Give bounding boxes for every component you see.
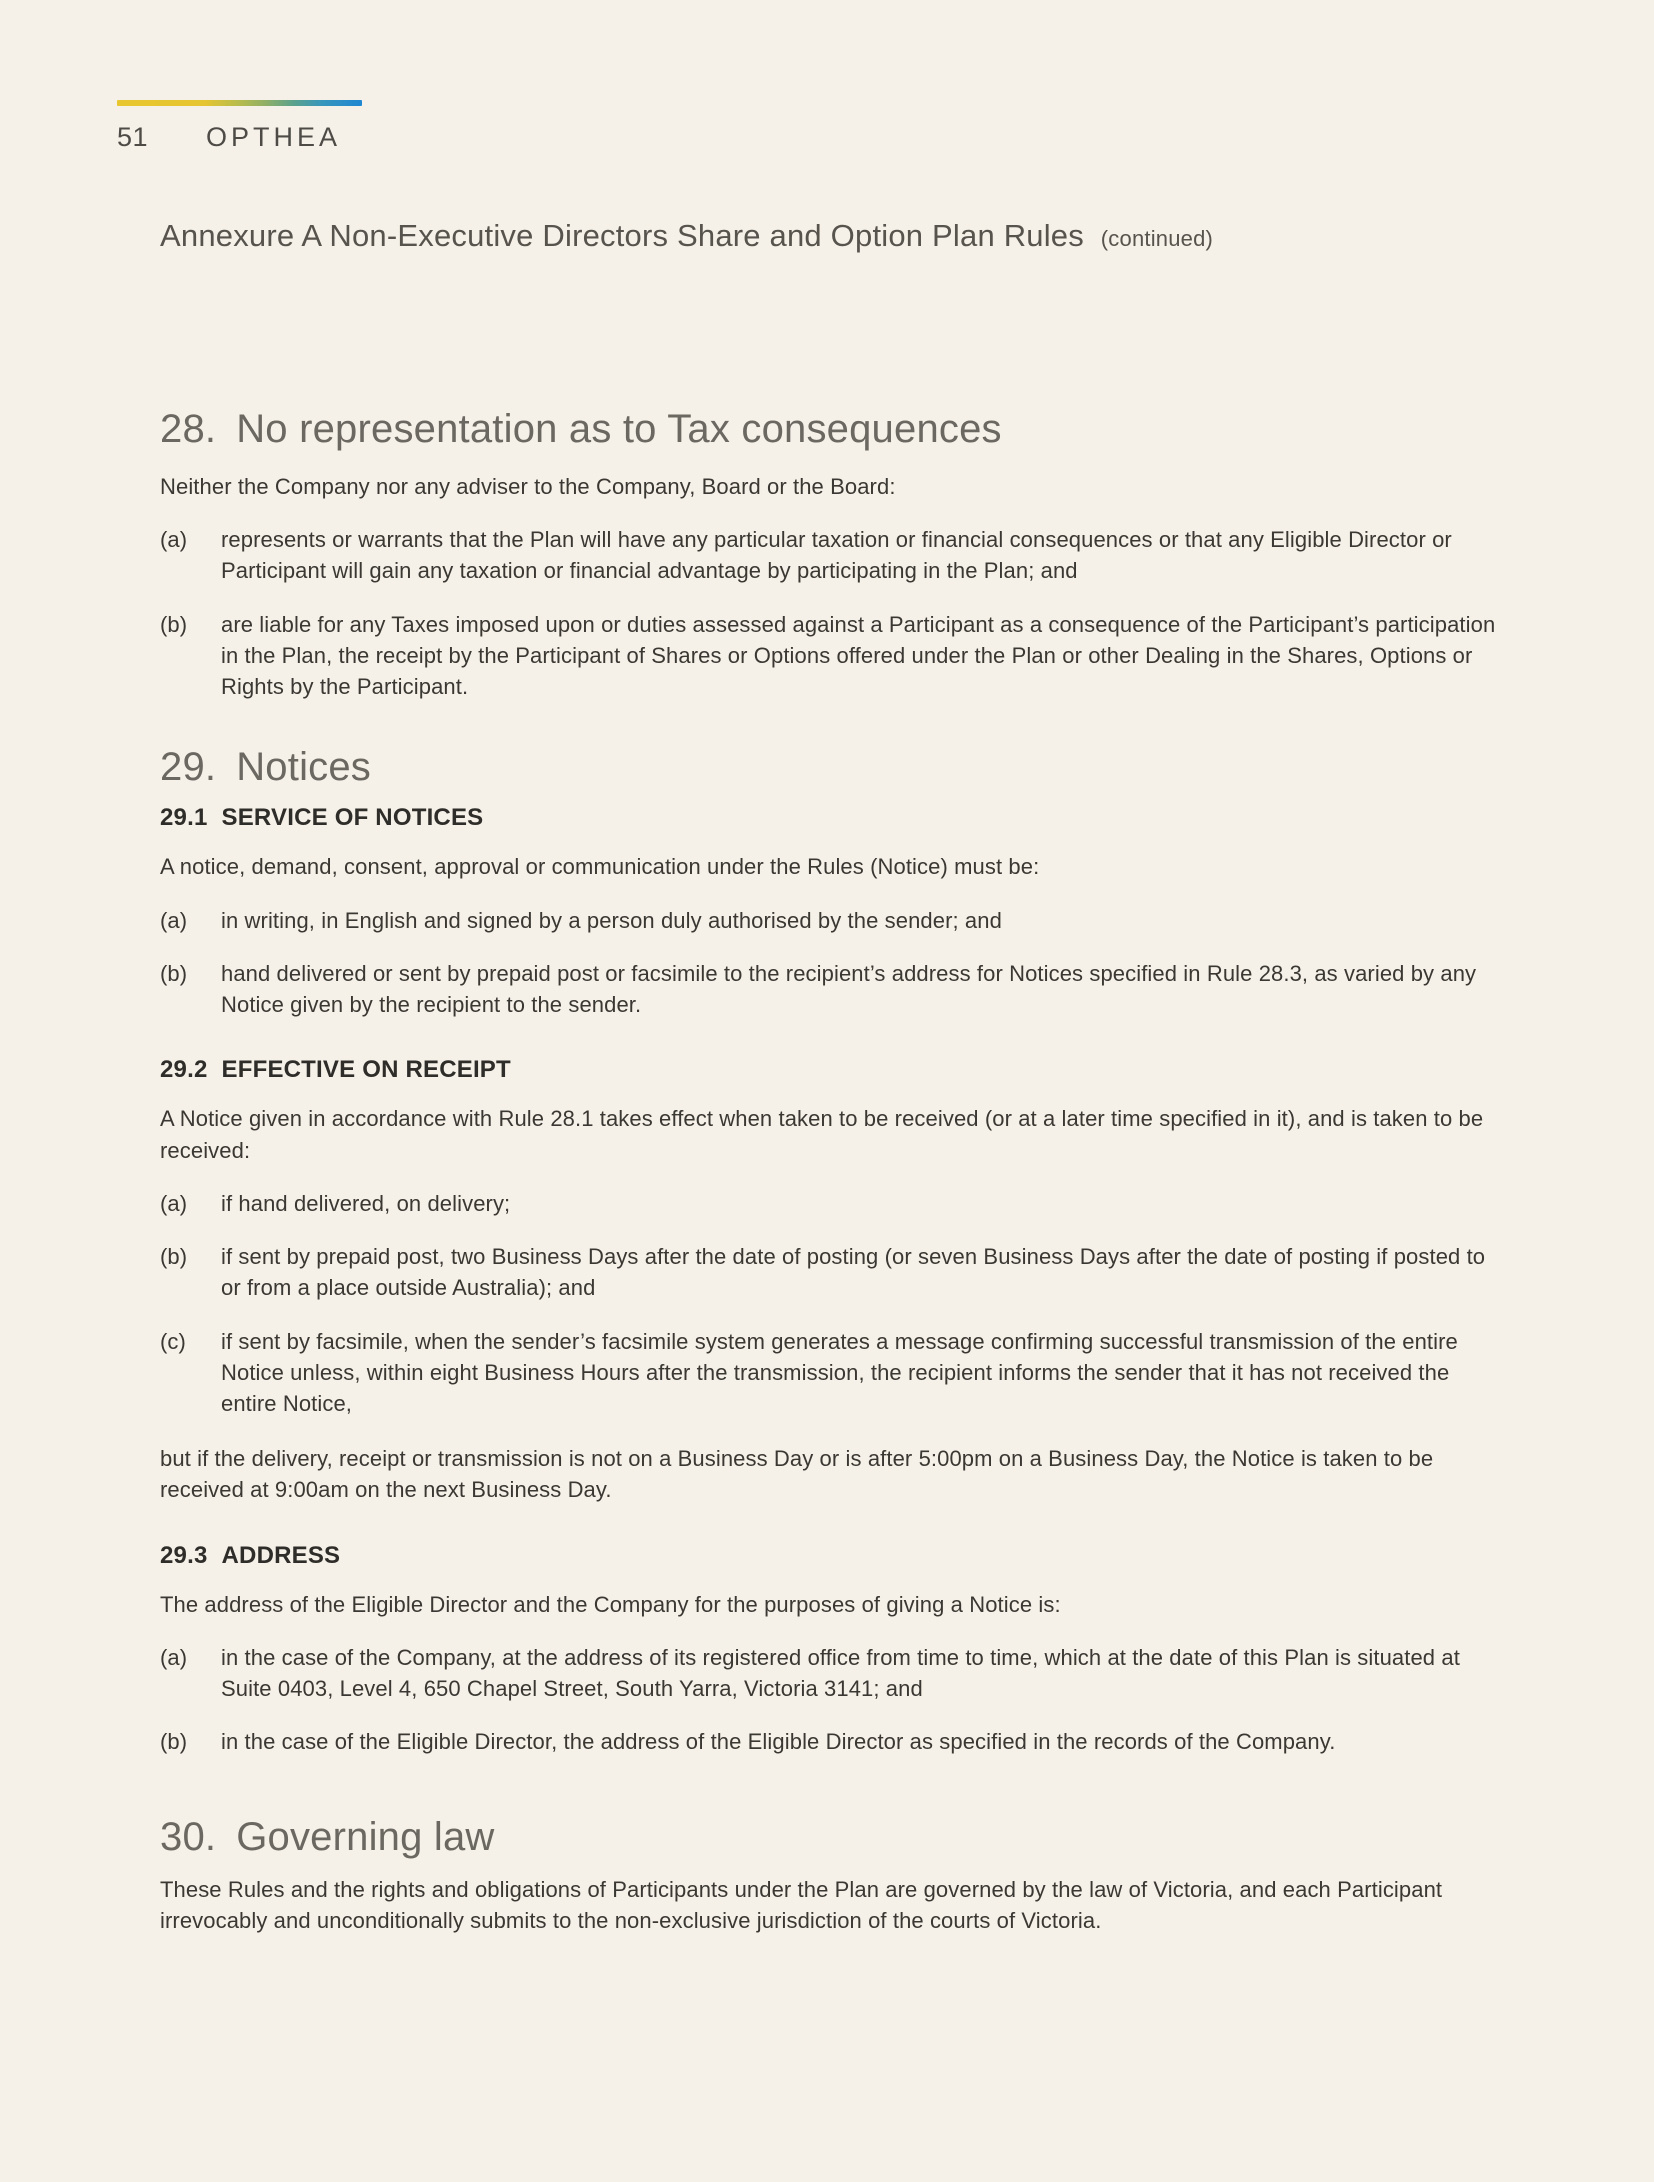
- list-item: [160, 609, 1500, 703]
- list-marker: (c): [160, 1328, 186, 1354]
- list-item: [160, 958, 1500, 1020]
- brand-gradient-bar: [117, 100, 362, 106]
- list-marker: (a): [160, 907, 188, 933]
- section-heading-30: [160, 1814, 1500, 1860]
- list-marker: (b): [160, 1729, 188, 1755]
- list-item-text: in the case of the Eligible Director, the address of the Eligible Director as specified in the records of the Company.: [221, 1729, 1336, 1755]
- page-number: 51: [117, 122, 149, 152]
- list-marker: (a): [160, 1644, 188, 1670]
- subsection-heading-29-2: [160, 1056, 1500, 1084]
- subsection-number: 29.2: [160, 1056, 208, 1084]
- section-number: 30.: [160, 1814, 217, 1859]
- subsection-number: 29.1: [160, 804, 208, 832]
- subsection-29-2-outro: but if the delivery, receipt or transmission is not on a Business Day or is after 5:00pm on a Business Day, the Notice is taken to be received at 9:00am on the next Business Day.: [160, 1446, 1434, 1503]
- section-number: 29.: [160, 745, 217, 790]
- section-number: 28.: [160, 407, 217, 451]
- list-item-text: in the case of the Company, at the address of its registered office from time to time, which at the date of this Plan is situated at Suite 0403, Level 4, 650 Chapel Street, South Yarra, Victoria 3141; and: [221, 1644, 1460, 1702]
- list-marker: (a): [160, 527, 188, 553]
- list-marker: (b): [160, 960, 188, 986]
- brand-logo-text: OPTHEA: [206, 122, 342, 152]
- page-header: [117, 100, 362, 153]
- subsection-title: SERVICE OF NOTICES: [221, 804, 484, 832]
- section-30-body: These Rules and the rights and obligations of Participants under the Plan are governed by the law of Victoria, and each Participant irrevocably and unconditionally submits to the non-exclusive jurisdiction of the courts of Victoria.: [160, 1876, 1443, 1933]
- section-heading-28: [160, 406, 1500, 452]
- document-title: [160, 218, 1500, 254]
- subsection-number: 29.3: [160, 1541, 208, 1569]
- list-item-text: if sent by prepaid post, two Business Days after the date of posting (or seven Business Days after the date of posting if posted to or from a place outside Australia); and: [221, 1244, 1486, 1301]
- list-item: [160, 1188, 1500, 1219]
- list-item-text: if sent by facsimile, when the sender’s facsimile system generates a message confirming successful transmission of the entire Notice unless, within eight Business Hours after the transmission, the recipient informs the sender that it has not received the entire Notice,: [221, 1328, 1458, 1416]
- list-item: [160, 905, 1500, 936]
- list-item: [160, 1241, 1500, 1303]
- section-title: Governing law: [236, 1814, 495, 1859]
- subsection-29-3-intro: The address of the Eligible Director and the Company for the purposes of giving a Notice is:: [160, 1591, 1061, 1617]
- list-item: [160, 524, 1500, 586]
- subsection-heading-29-1: [160, 804, 1500, 832]
- subsection-title: ADDRESS: [221, 1541, 341, 1569]
- subsection-29-1-intro: A notice, demand, consent, approval or communication under the Rules (Notice) must be:: [160, 854, 1040, 880]
- list-item: [160, 1726, 1500, 1757]
- subsection-title: EFFECTIVE ON RECEIPT: [221, 1056, 511, 1084]
- subsection-heading-29-3: [160, 1542, 1500, 1570]
- section-title: No representation as to Tax consequences: [236, 407, 1002, 451]
- list-marker: (b): [160, 611, 188, 637]
- list-item-text: if hand delivered, on delivery;: [221, 1190, 511, 1216]
- document-title-continued: (continued): [1100, 226, 1214, 251]
- list-marker: (a): [160, 1190, 188, 1216]
- section-28-intro: Neither the Company nor any adviser to the Company, Board or the Board:: [160, 474, 896, 499]
- list-item: [160, 1642, 1500, 1704]
- subsection-29-2-intro: A Notice given in accordance with Rule 28.1 takes effect when taken to be received (or at a later time specified in it), and is taken to be received:: [160, 1106, 1484, 1163]
- list-item: [160, 1326, 1500, 1420]
- list-item-text: are liable for any Taxes imposed upon or duties assessed against a Participant as a consequence of the Participant’s participation in the Plan, the receipt by the Participant of Shares or Options offered under the Plan or other Dealing in the Shares, Options or Rights by the Participant.: [221, 611, 1496, 700]
- section-title: Notices: [236, 745, 371, 790]
- section-heading-29: [160, 744, 1500, 790]
- list-item-text: hand delivered or sent by prepaid post or facsimile to the recipient’s address for Notices specified in Rule 28.3, as varied by any Notice given by the recipient to the sender.: [221, 960, 1477, 1018]
- list-item-text: represents or warrants that the Plan will have any particular taxation or financial consequences or that any Eligible Director or Participant will gain any taxation or financial advantage by participating in the Plan; and: [221, 527, 1452, 584]
- list-item-text: in writing, in English and signed by a person duly authorised by the sender; and: [221, 907, 1002, 933]
- list-marker: (b): [160, 1244, 188, 1270]
- document-title-text: Annexure A Non-Executive Directors Share and Option Plan Rules: [160, 218, 1084, 253]
